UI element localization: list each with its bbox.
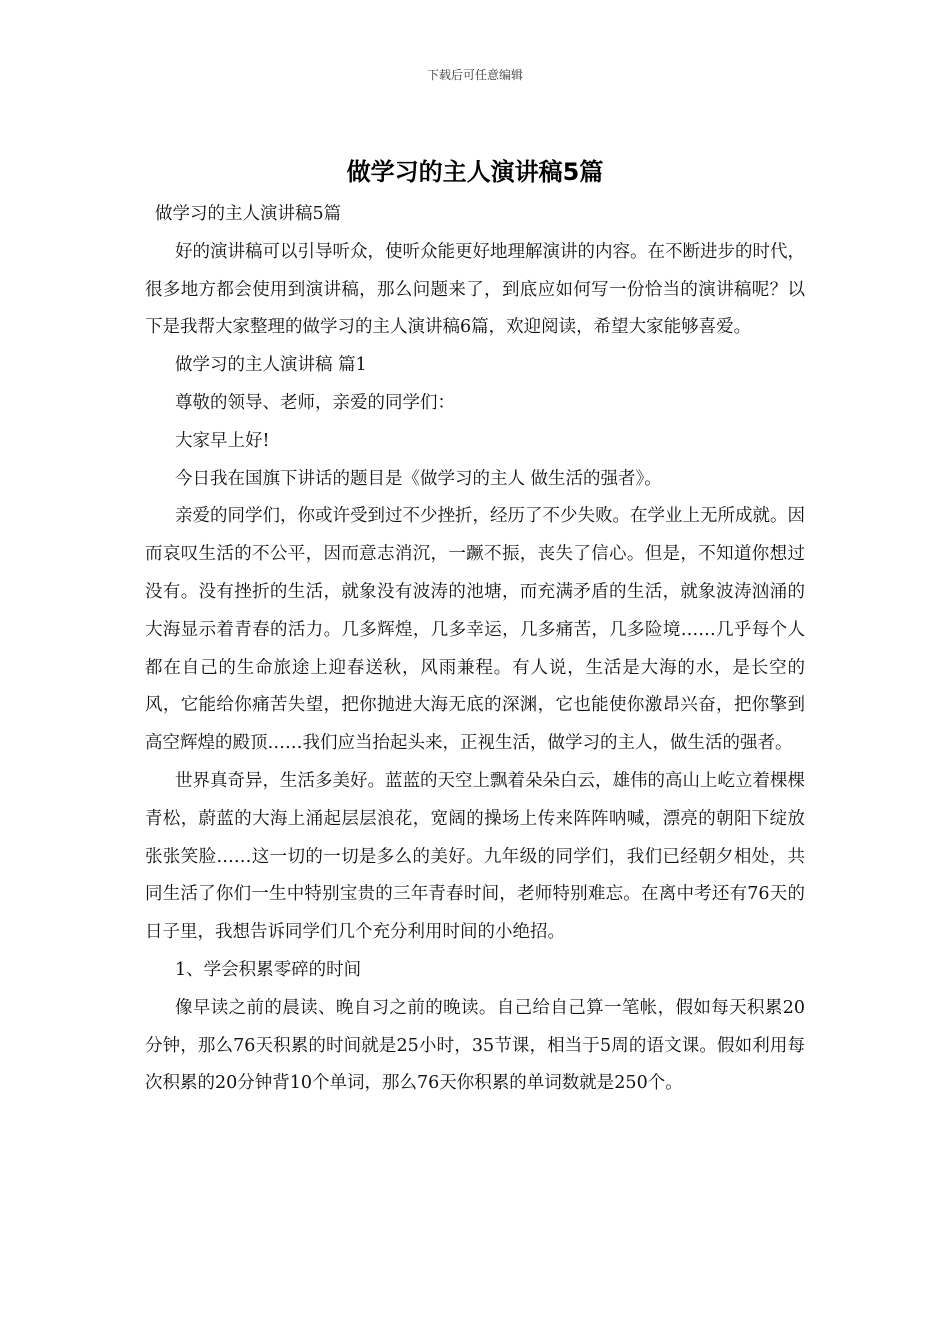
greeting-paragraph: 大家早上好! xyxy=(175,430,270,451)
tip-heading: 1、学会积累零碎的时间 xyxy=(175,959,362,980)
body-paragraph: 世界真奇异，生活多美好。蓝蓝的天空上飘着朵朵白云，雄伟的高山上屹立着棵棵青松，蔚蓝的大海上涌起层层浪花，宽阔的操场上传来阵阵呐喊，漂亮的朝阳下绽放张张笑脸……这一切的一切是多么的美好。九年级的同学们，我们已经朝夕相处，共同生活了你们一生中特别宝贵的三年青春时间，老师特别难忘。在离中考还有76天的日子里，我想告诉同学们几个充分利用时间的小绝招。 xyxy=(145,770,805,943)
document-title: 做学习的主人演讲稿5篇 xyxy=(346,158,604,186)
section-heading: 做学习的主人演讲稿 篇1 xyxy=(175,355,367,376)
subtitle-paragraph: 做学习的主人演讲稿5篇 xyxy=(155,204,342,224)
body-paragraph: 亲爱的同学们，你或许受到过不少挫折，经历了不少失败。在学业上无所成就。因而哀叹生活的不公平，因而意志消沉，一蹶不振，丧失了信心。但是，不知道你想过没有。没有挫折的生活，就象没有波涛的池塘，而充满矛盾的生活，就象波涛汹涌的大海显示着青春的活力。几多辉煌，几多幸运，几多痛苦，几多险境……几乎每个人都在自己的生命旅途上迎春送秋，风雨兼程。有人说，生活是大海的水，是长空的风，它能给你痛苦失望，把你抛进大海无底的深渊，它也能使你激昂兴奋，把你擎到高空辉煌的殿顶……我们应当抬起头来，正视生活，做学习的主人，做生活的强者。 xyxy=(145,506,805,754)
page-header-note: 下载后可任意编辑 xyxy=(426,68,523,82)
intro-paragraph: 好的演讲稿可以引导听众，使听众能更好地理解演讲的内容。在不断进步的时代，很多地方都会使用到演讲稿，那么问题来了，到底应如何写一份恰当的演讲稿呢？以下是我帮大家整理的做学习的主人演讲稿6篇，欢迎阅读，希望大家能够喜爱。 xyxy=(145,241,805,338)
document-body xyxy=(145,196,805,1103)
body-paragraph: 像早读之前的晨读、晚自习之前的晚读。自己给自己算一笔帐，假如每天积累20分钟，那么76天积累的时间就是25小时，35节课，相当于5周的语文课。假如利用每次积累的20分钟背10个单词，那么76天你积累的单词数就是250个。 xyxy=(145,997,805,1094)
salutation-paragraph: 尊敬的领导、老师，亲爱的同学们： xyxy=(175,392,455,413)
topic-paragraph: 今日我在国旗下讲话的题目是《做学习的主人 做生活的强者》。 xyxy=(175,468,662,489)
